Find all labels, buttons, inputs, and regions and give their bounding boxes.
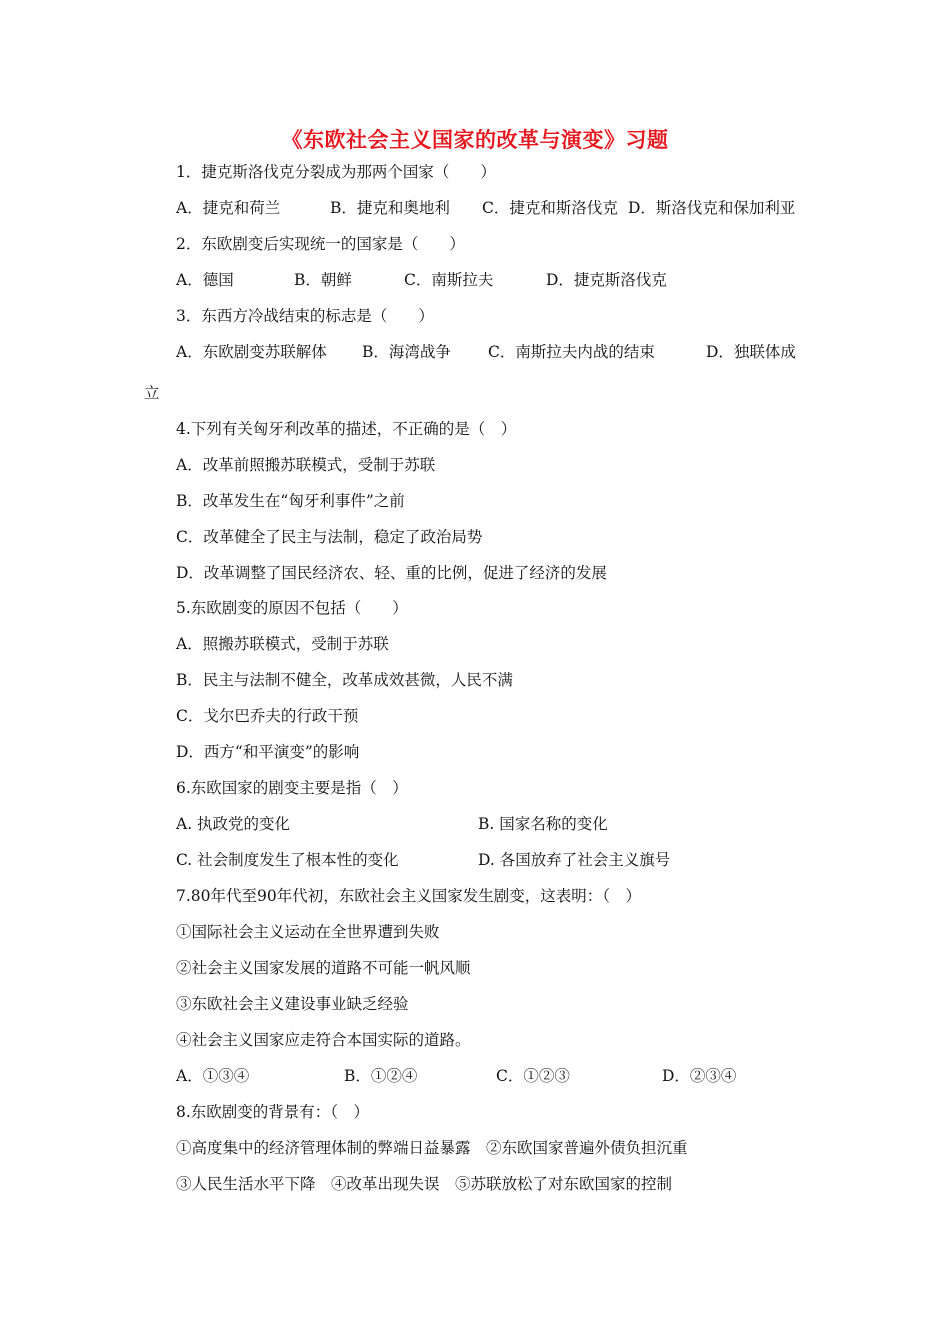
q7-option-c: C．①②③: [496, 1067, 570, 1085]
q7-statement-1: ①国际社会主义运动在全世界遭到失败: [176, 923, 440, 941]
question-5-stem: 5.东欧剧变的原因不包括（ ）: [176, 599, 408, 617]
q4-option-d: D．改革调整了国民经济农、轻、重的比例，促进了经济的发展: [176, 564, 607, 582]
q5-option-c: C．戈尔巴乔夫的行政干预: [176, 707, 359, 725]
q2-option-b: B．朝鲜: [294, 271, 352, 289]
question-4-stem: 4.下列有关匈牙利改革的描述，不正确的是（ ）: [176, 420, 517, 438]
q2-option-a: A．德国: [176, 271, 234, 289]
q2-option-c: C．南斯拉夫: [404, 271, 494, 289]
q3-option-c: C．南斯拉夫内战的结束: [488, 343, 655, 361]
q4-option-a: A．改革前照搬苏联模式，受制于苏联: [176, 456, 436, 474]
question-8-stem: 8.东欧剧变的背景有：（ ）: [176, 1103, 370, 1121]
q6-option-c: C. 社会制度发生了根本性的变化: [176, 851, 399, 869]
q3-option-b: B．海湾战争: [362, 343, 451, 361]
q8-statements-line-1: ①高度集中的经济管理体制的弊端日益暴露 ②东欧国家普遍外债负担沉重: [176, 1139, 688, 1157]
q6-option-b: B. 国家名称的变化: [478, 815, 608, 833]
q5-option-a: A．照搬苏联模式，受制于苏联: [176, 635, 389, 653]
q7-statement-3: ③东欧社会主义建设事业缺乏经验: [176, 995, 409, 1013]
question-3-stem: 3．东西方冷战结束的标志是（ ）: [176, 307, 434, 325]
q7-option-d: D．②③④: [662, 1067, 737, 1085]
q4-option-b: B．改革发生在“匈牙利事件”之前: [176, 492, 405, 510]
q6-option-d: D. 各国放弃了社会主义旗号: [478, 851, 671, 869]
q1-option-b: B．捷克和奥地利: [330, 199, 450, 217]
q2-option-d: D．捷克斯洛伐克: [546, 271, 667, 289]
q6-option-a: A. 执政党的变化: [176, 815, 291, 833]
q4-option-c: C．改革健全了民主与法制，稳定了政治局势: [176, 528, 483, 546]
q7-option-b: B．①②④: [344, 1067, 418, 1085]
q3-option-d: D．独联体成: [706, 343, 796, 361]
q3-option-a: A．东欧剧变苏联解体: [176, 343, 327, 361]
question-2-stem: 2．东欧剧变后实现统一的国家是（ ）: [176, 235, 465, 253]
question-6-stem: 6.东欧国家的剧变主要是指（ ）: [176, 779, 408, 797]
question-1-stem: 1．捷克斯洛伐克分裂成为那两个国家（ ）: [176, 163, 496, 181]
q7-option-a: A．①③④: [176, 1067, 250, 1085]
q1-option-a: A．捷克和荷兰: [176, 199, 281, 217]
q3-option-d-continued: 立: [144, 384, 160, 402]
q5-option-b: B．民主与法制不健全，改革成效甚微，人民不满: [176, 671, 513, 689]
q1-option-d: D．斯洛伐克和保加利亚: [628, 199, 796, 217]
page-title: 《东欧社会主义国家的改革与演变》习题: [281, 128, 669, 152]
q5-option-d: D．西方“和平演变”的影响: [176, 743, 360, 761]
q1-option-c: C．捷克和斯洛伐克: [482, 199, 618, 217]
q7-statement-4: ④社会主义国家应走符合本国实际的道路。: [176, 1031, 471, 1049]
q7-statement-2: ②社会主义国家发展的道路不可能一帆风顺: [176, 959, 471, 977]
q8-statements-line-2: ③人民生活水平下降 ④改革出现失误 ⑤苏联放松了对东欧国家的控制: [176, 1175, 673, 1193]
question-7-stem: 7.80年代至90年代初，东欧社会主义国家发生剧变，这表明：（ ）: [176, 887, 641, 905]
